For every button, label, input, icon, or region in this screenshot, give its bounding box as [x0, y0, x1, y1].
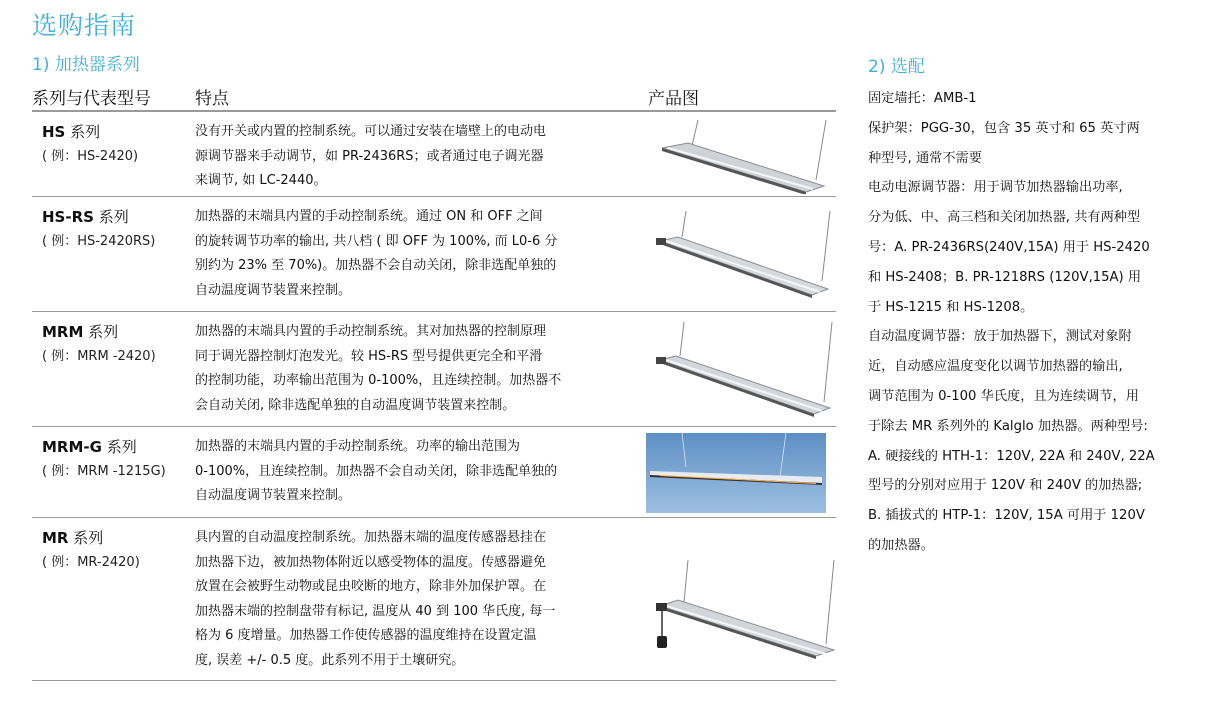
product-image-hs [648, 118, 838, 194]
series-name: HS-RS 系列 [42, 208, 129, 226]
option-line: B. 插拔式的 HTP-1：120V, 15A 可用于 120V [868, 508, 1145, 524]
series-features: 具内置的自动温度控制系统。加热器末端的温度传感器悬挂在 加热器下边，被加热物体附近以感受物体的温度。传感器避免 放置在会被野生动物或昆虫咬断的地方，除非外加保护罩。在 加热器末端的控制盘带有标记, 温度从 40 到 100 华氏度, 每一 格为 6 度增量。加热器工作使传感器的温度维持在设置定温 度, 误差 +/- 0.5 度。此系列不用于土壤研究。 [195, 530, 556, 668]
series-example: ( 例：MRM -2420) [42, 349, 156, 364]
table-row [32, 518, 836, 681]
option-line: 近，自动感应温度变化以调节加热器的输出, [868, 359, 1123, 375]
product-image-mrm-g [646, 433, 826, 513]
option-line: 于除去 MR 系列外的 Kalglo 加热器。两种型号: [868, 418, 1148, 434]
option-line: A. 硬接线的 HTH-1：120V, 22A 和 240V, 22A [868, 448, 1155, 464]
option-line: 种型号, 通常不需要 [868, 150, 982, 166]
option-line: 固定墙托：AMB-1 [868, 91, 977, 106]
series-example: ( 例：MRM -1215G) [42, 464, 166, 479]
series-features: 加热器的末端具内置的手动控制系统。功率的输出范围为 0-100%，且连续控制。加热器不会自动关闭，除非选配单独的 自动温度调节装置来控制。 [195, 439, 558, 503]
series-features: 没有开关或内置的控制系统。可以通过安装在墙壁上的电动电 源调节器来手动调节，如 PR-2436RS；或者通过电子调光器 来调节, 如 LC-2440。 [195, 124, 547, 188]
option-line: 保护架：PGG-30，包含 35 英寸和 65 英寸两 [868, 120, 1140, 136]
option-line: 和 HS-2408；B. PR-1218RS (120V,15A) 用 [868, 269, 1142, 285]
series-name: MRM 系列 [42, 323, 119, 341]
table-row [32, 112, 836, 197]
table-row [32, 312, 836, 427]
column-header-series: 系列与代表型号 [32, 89, 151, 109]
series-name: MR 系列 [42, 529, 104, 547]
series-example: ( 例：HS-2420RS) [42, 234, 156, 249]
option-line: 型号的分别对应用于 120V 和 240V 的加热器; [868, 478, 1143, 494]
series-example: ( 例：MR-2420) [42, 555, 140, 570]
option-line: 自动温度调节器：放于加热器下，测试对象附 [868, 329, 1132, 345]
column-header-features: 特点 [195, 89, 229, 109]
product-image-hs-rs [648, 207, 838, 301]
heater-series-table [32, 110, 836, 681]
product-image-mrm [648, 320, 838, 418]
option-line: 于 HS-1215 和 HS-1208。 [868, 299, 1034, 315]
series-example: ( 例：HS-2420) [42, 149, 139, 164]
series-features: 加热器的末端具内置的手动控制系统。通过 ON 和 OFF 之间 的旋转调节功率的输出, 共八档 ( 即 OFF 为 100%, 而 L0-6 分 别约为 23% 至 70%)。加热器不会自动关闭，除非选配单独的 自动温度调节装置来控制。 [195, 209, 558, 298]
product-image-mr [648, 558, 842, 666]
option-line: 号：A. PR-2436RS(240V,15A) 用于 HS-2420 [868, 239, 1150, 255]
options-list [868, 84, 1188, 561]
table-row [32, 427, 836, 518]
series-name: MRM-G 系列 [42, 438, 137, 456]
heater-series-title: 1) 加热器系列 [32, 55, 140, 75]
table-row [32, 197, 836, 312]
column-header-image: 产品图 [648, 89, 699, 109]
option-line: 分为低、中、高三档和关闭加热器, 共有两种型 [868, 210, 1141, 226]
option-line: 电动电源调节器：用于调节加热器输出功率, [868, 180, 1123, 196]
series-features: 加热器的末端具内置的手动控制系统。其对加热器的控制原理 同于调光器控制灯泡发光。较 HS-RS 型号提供更完全和平滑 的控制功能，功率输出范围为 0-100%，且连续控制。加热器不 会自动关闭, 除非选配单独的自动温度调节装置来控制。 [195, 324, 562, 413]
series-name: HS 系列 [42, 123, 101, 141]
option-line: 调节范围为 0-100 华氏度，且为连续调节，用 [868, 388, 1139, 404]
page-title: 选购指南 [32, 11, 137, 40]
option-line: 的加热器。 [868, 537, 934, 553]
options-title: 2) 选配 [868, 57, 925, 77]
